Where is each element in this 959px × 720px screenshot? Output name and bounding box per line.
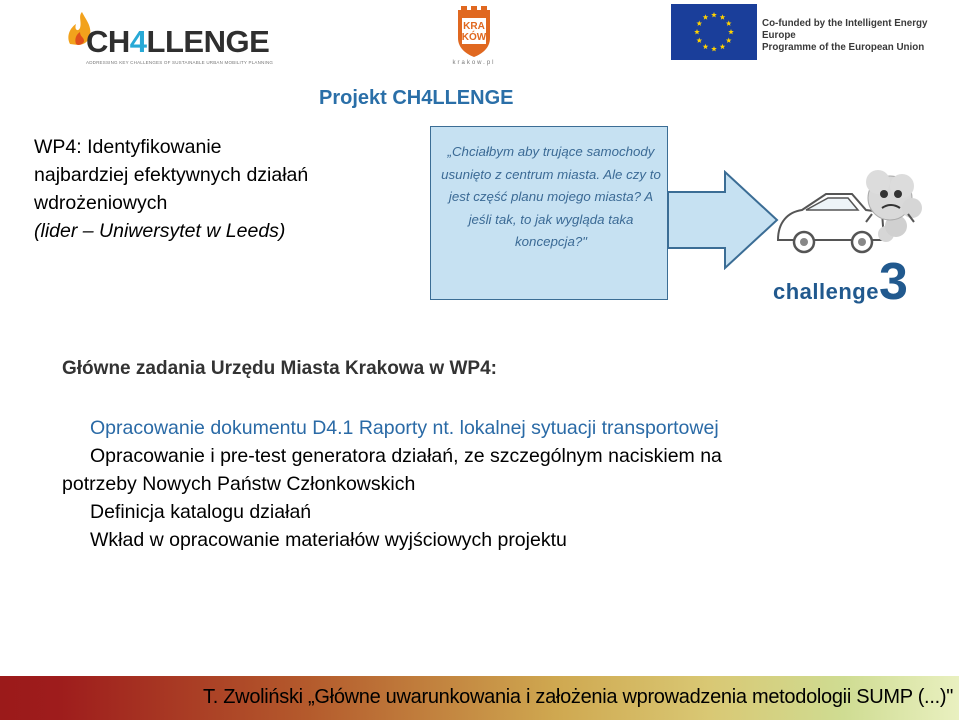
krakow-logo (442, 4, 506, 68)
citizen-quote: „Chciałbym aby trujące samochody usunięto z centrum miasta. Ale czy to jest część planu mojego miasta? A jeśli tak, to jak wygląda taka koncepcja?" (441, 144, 661, 249)
challenge-word: challenge (773, 279, 879, 304)
polluting-car-icon (774, 148, 924, 260)
ch4llenge-logo (62, 10, 272, 68)
brand-prefix: CH (86, 24, 130, 59)
eu-funding-line2: Programme of the European Union (762, 42, 925, 53)
eu-funding-line1: Co-funded by the Intelligent Energy Europe (762, 18, 928, 41)
krakow-line2: KÓW (461, 32, 487, 43)
eu-funding-text (762, 18, 959, 54)
brand-four: 4 (129, 24, 147, 59)
krakow-caption: krakow.pl (452, 60, 496, 66)
wp4-leader: (lider – Uniwersytet w Leeds) (34, 220, 286, 242)
krakow-line1: KRA (463, 21, 485, 32)
footer-bar (0, 676, 959, 720)
ch4llenge-brand (86, 24, 269, 60)
wp4-line1: WP4: Identyfikowanie (34, 136, 222, 158)
wp4-line2: najbardziej efektywnych działań (34, 164, 309, 186)
project-title: Projekt CH4LLENGE (319, 87, 514, 109)
task-item: Opracowanie i pre-test generatora działań, ze szczególnym naciskiem na (90, 445, 722, 467)
arrow-right-icon (667, 170, 779, 270)
eu-flag-logo (671, 4, 757, 60)
task-item: Opracowanie dokumentu D4.1 Raporty nt. lokalnej sytuacji transportowej (90, 417, 719, 439)
ch4llenge-tagline: ADDRESSING KEY CHALLENGES OF SUSTAINABLE URBAN MOBILITY PLANNING (86, 60, 274, 65)
krakow-crest-icon (442, 4, 506, 60)
task-item: Wkład w opracowanie materiałów wyjściowych projektu (90, 529, 567, 551)
wp4-line3: wdrożeniowych (34, 192, 168, 214)
wp4-description (34, 133, 308, 245)
task-item-continuation: potrzeby Nowych Państw Członkowskich (62, 473, 416, 495)
brand-suffix: LLENGE (146, 24, 270, 59)
footer-text: T. Zwoliński „Główne uwarunkowania i założenia wprowadzenia metodologii SUMP (...)" (203, 686, 953, 708)
challenge-number: 3 (878, 253, 908, 311)
citizen-quote-box (430, 126, 668, 300)
challenge-badge (773, 253, 908, 311)
tasks-heading: Główne zadania Urzędu Miasta Krakowa w WP4: (62, 358, 497, 379)
eu-flag-icon (671, 4, 757, 60)
task-item: Definicja katalogu działań (90, 501, 312, 523)
